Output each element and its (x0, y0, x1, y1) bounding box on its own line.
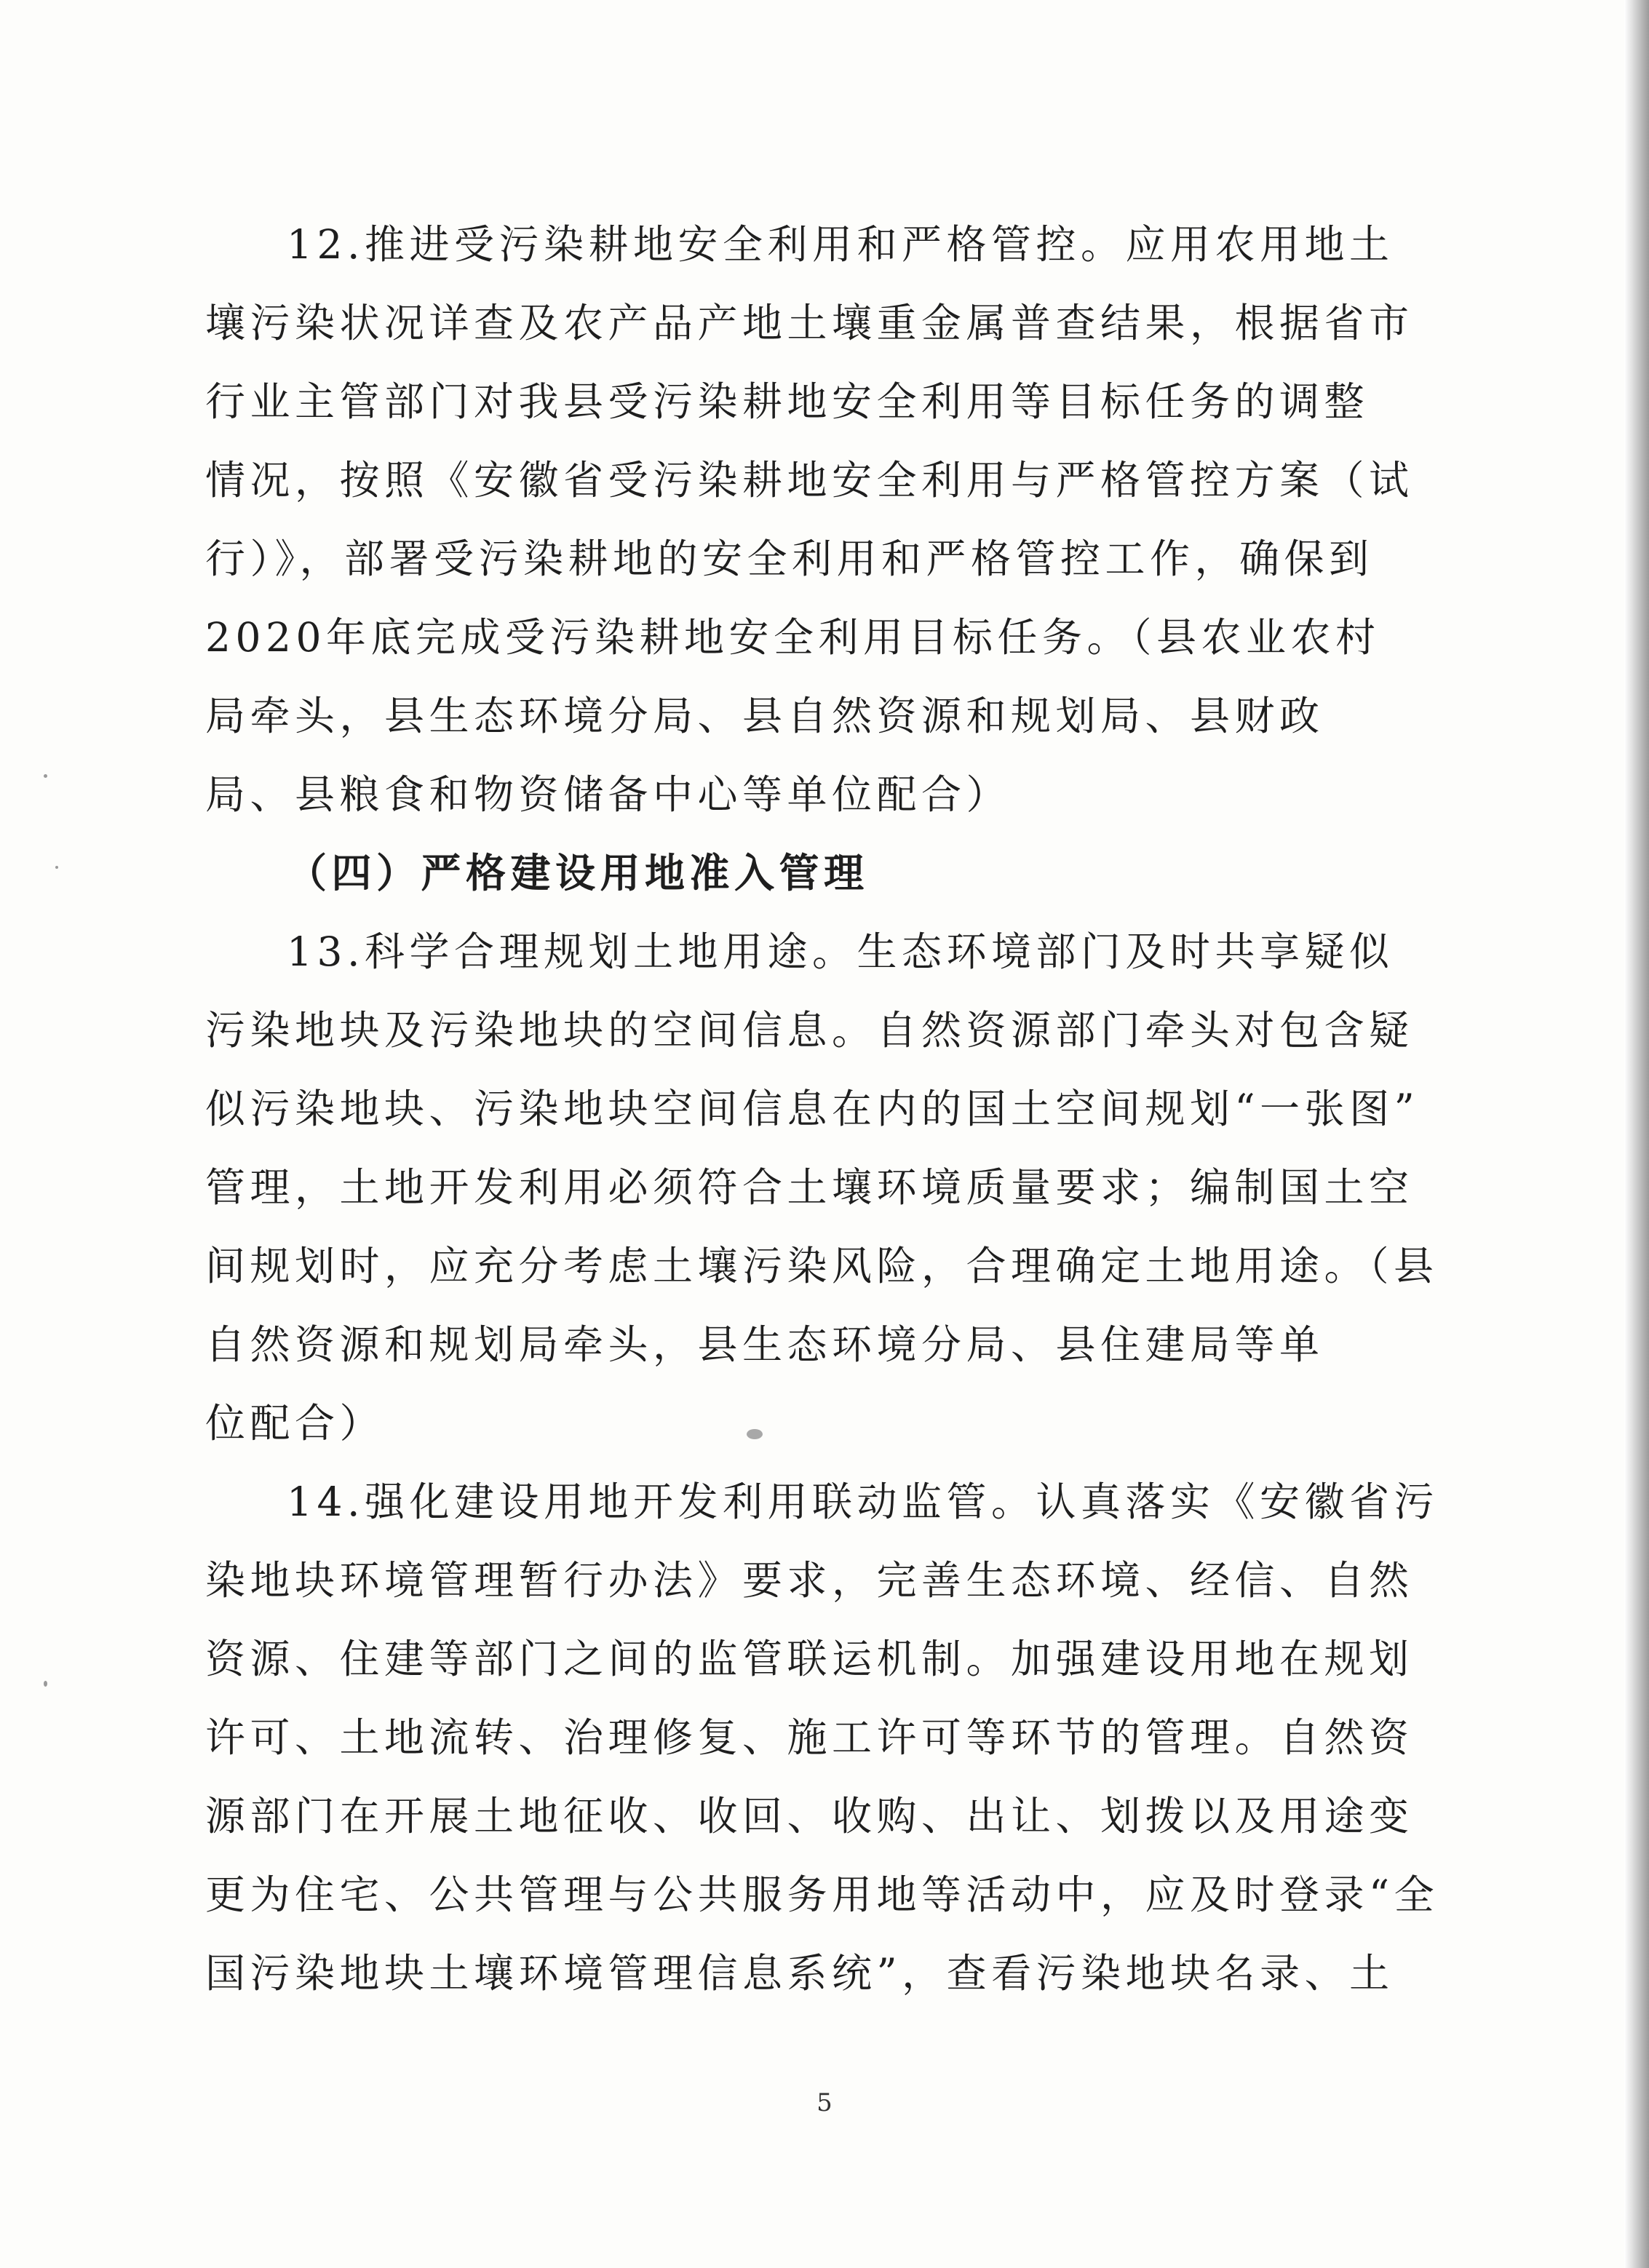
scan-speck (44, 774, 47, 778)
text-line: 2020年底完成受污染耕地安全利用目标任务。（县农业农村 (205, 614, 1380, 661)
text-line: 污染地块及污染地块的空间信息。自然资源部门牵头对包含疑 (205, 1007, 1414, 1054)
text-line: 壤污染状况详查及农产品产地土壤重金属普查结果，根据省市 (205, 300, 1414, 346)
page-number: 5 (816, 2088, 833, 2117)
text-line: 许可、土地流转、治理修复、施工许可等环节的管理。自然资 (205, 1714, 1414, 1761)
text-line: 似污染地块、污染地块空间信息在内的国土空间规划“一张图” (205, 1086, 1420, 1132)
text-line: 局牵头，县生态环境分局、县自然资源和规划局、县财政 (205, 693, 1324, 739)
text-line: 更为住宅、公共管理与公共服务用地等活动中，应及时登录“全 (205, 1871, 1439, 1918)
text-line: 局、县粮食和物资储备中心等单位配合） (205, 771, 1012, 818)
section-heading: （四）严格建设用地准入管理 (287, 850, 869, 896)
text-line: 资源、住建等部门之间的监管联运机制。加强建设用地在规划 (205, 1636, 1414, 1682)
text-line: 情况，按照《安徽省受污染耕地安全利用与严格管控方案（试 (205, 457, 1414, 504)
scan-speck (747, 1429, 763, 1439)
scan-speck (44, 1681, 47, 1687)
paragraph-13 (205, 912, 1439, 1463)
text-line: 行业主管部门对我县受污染耕地安全利用等目标任务的调整 (205, 378, 1370, 425)
text-line: 12.推进受污染耕地安全利用和严格管控。应用农用地土 (287, 221, 1394, 268)
text-line: 位配合） (205, 1400, 385, 1447)
text-line: 14.强化建设用地开发利用联动监管。认真落实《安徽省污 (287, 1479, 1439, 1525)
text-line: 自然资源和规划局牵头，县生态环境分局、县住建局等单 (205, 1321, 1324, 1368)
text-line: 染地块环境管理暂行办法》要求，完善生态环境、经信、自然 (205, 1557, 1414, 1604)
text-line: 13.科学合理规划土地用途。生态环境部门及时共享疑似 (287, 928, 1394, 975)
text-line: 国污染地块土壤环境管理信息系统”，查看污染地块名录、土 (205, 1950, 1394, 1997)
paragraph-14 (205, 1463, 1439, 2013)
text-line: 源部门在开展土地征收、收回、收购、出让、划拨以及用途变 (205, 1793, 1414, 1839)
scan-speck (55, 866, 58, 869)
document-body (205, 205, 1439, 2013)
text-line: 行）》，部署受污染耕地的安全利用和严格管控工作，确保到 (205, 536, 1374, 582)
paragraph-12 (205, 205, 1414, 834)
text-line: 管理，土地开发利用必须符合土壤环境质量要求；编制国土空 (205, 1164, 1414, 1211)
scan-edge-shadow (1624, 0, 1649, 2268)
text-line: 间规划时，应充分考虑土壤污染风险，合理确定土地用途。（县 (205, 1243, 1439, 1289)
